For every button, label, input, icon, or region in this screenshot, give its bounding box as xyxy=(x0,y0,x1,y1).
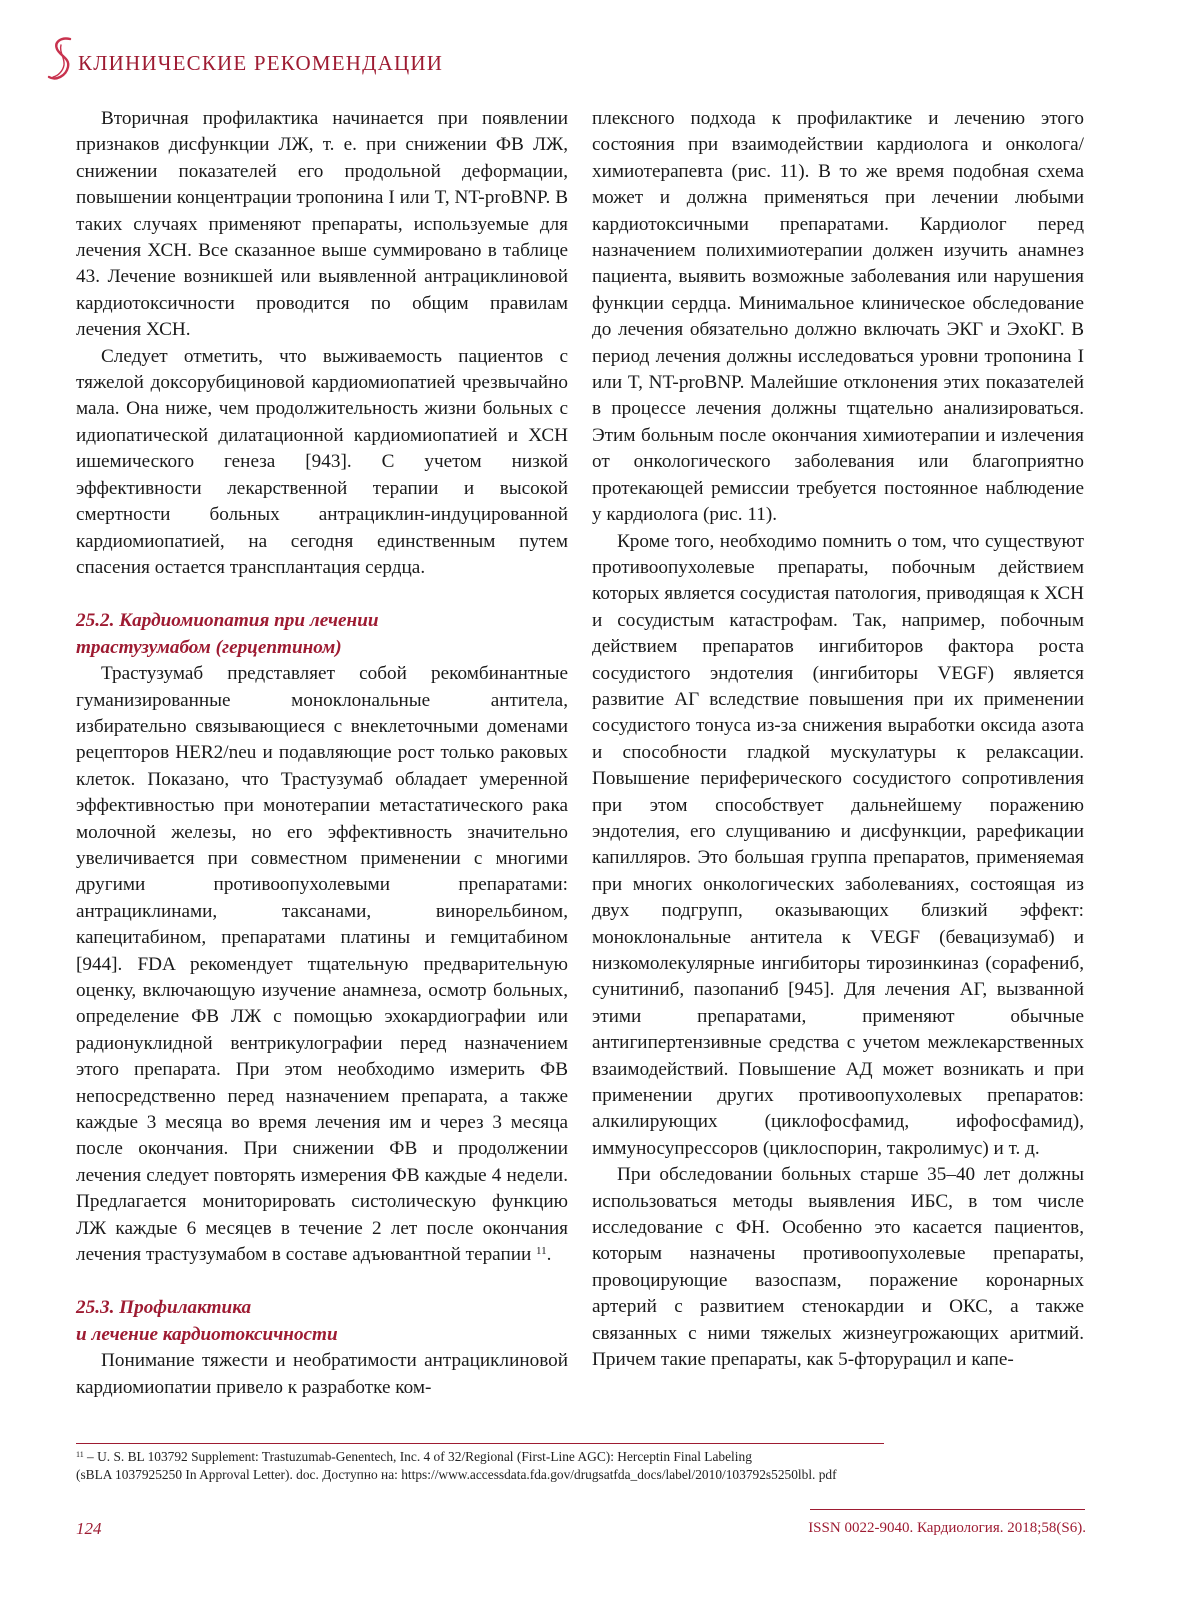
footnote-marker: 11 xyxy=(76,1450,84,1459)
journal-citation: ISSN 0022-9040. Кардиология. 2018;58(S6). xyxy=(808,1520,1086,1536)
paragraph-complex-approach: плексного подхода к профилактике и лечению этого состояния при взаимодействии кардиолога и онколога/химиотерапевта (рис. 11). В то же время подобная схема может и должна применяться при лечении любыми кардиотоксичными препаратами. Кардиолог перед назначением полихимиотерапии должен изучить анамнез пациента, выявить возможные заболевания или нарушения функции сердца. Минимальное клиническое обследование до лечения обязательно должно включать ЭКГ и ЭхоКГ. В период лечения должны исследоваться уровни тропонина I или T, NT-proBNP. Малейшие отклонения этих показателей в процессе лечения должны тщательно анализироваться. Этим больным после окончания химиотерапии и излечения от онкологического заболевания или благоприятно протекающей ремиссии требуется постоянное наблюдение у кардиолога (рис. 11). xyxy=(592,108,1084,526)
paragraph-secondary-prevention: Вторичная профилактика начинается при появлении признаков дисфункции ЛЖ, т. е. при снижении ФВ ЛЖ, снижении показателей его продольной деформации, повышении концентрации тропонина I или T, NT-proBNP. В таких случаях применяют препараты, используемые для лечения ХСН. Все сказанное выше суммировано в таблице 43. Лечение возникшей или выявленной антрациклиновой кардиотоксичности проводится по общим правилам лечения ХСН. xyxy=(76,108,568,341)
footnote xyxy=(76,1448,1116,1483)
journal-logo-icon xyxy=(46,36,76,84)
heading-25-2-line1: 25.2. Кардиомиопатия при лечении xyxy=(76,610,379,632)
paragraph-understanding: Понимание тяжести и необратимости антрациклиновой кардиомиопатии привело к разработке ком- xyxy=(76,1350,568,1398)
heading-25-2-line2: трастузумабом (герцептином) xyxy=(76,636,342,658)
footnote-line-1 xyxy=(76,1448,1116,1466)
section-title: КЛИНИЧЕСКИЕ РЕКОМЕНДАЦИИ xyxy=(78,51,444,75)
left-column xyxy=(76,106,568,1401)
heading-25-3-line2: и лечение кардиотоксичности xyxy=(76,1323,338,1345)
heading-25-3-line1: 25.3. Профилактика xyxy=(76,1297,252,1319)
footnote-divider xyxy=(76,1443,884,1444)
heading-25-2 xyxy=(76,608,568,661)
footnote-text-1: – U. S. BL 103792 Supplement: Trastuzumab-Genentech, Inc. 4 of 32/Regional (First-Line AGC): Herceptin Final Labeling xyxy=(83,1449,752,1464)
section-gap xyxy=(76,581,568,608)
paragraph-survival: Следует отметить, что выживаемость пациентов с тяжелой доксорубициновой кардиомиопатией чрезвычайно мала. Она ниже, чем продолжительность жизни больных с идиопатической дилатационной кардиомиопатией и ХСН ишемического генеза [943]. С учетом низкой эффективности лекарственной терапии и высокой смертности больных антрациклин-индуцированной кардиомиопатией, на сегодня единственным путем спасения остается трансплантация сердца. xyxy=(76,345,568,578)
section-gap xyxy=(76,1268,568,1295)
paragraph-ihd-screening: При обследовании больных старше 35–40 лет должны использоваться методы выявления ИБС, в том числе исследование с ФН. Особенно это касается пациентов, которым назначены противоопухолевые препараты, провоцирующие вазоспазм, поражение коронарных артерий с развитием стенокардии и ОКС, а также связанных с ними тяжелых жизнеугрожающих аритмий. Причем такие препараты, как 5-фторурацил и капе- xyxy=(592,1164,1084,1371)
paragraph-trastuzumab xyxy=(76,661,568,1268)
right-column xyxy=(592,106,1084,1374)
paragraph-trastuzumab-text: Трастузумаб представляет собой рекомбинантные гуманизированные моноклональные антитела, избирательно связывающиеся с внеклеточными доменами рецепторов HER2/neu и подавляющие рост только раковых клеток. Показано, что Трастузумаб обладает умеренной эффективностью при монотерапии метастатического рака молочной железы, но его эффективность значительно увеличивается при совместном применении с многими другими противоопухолевыми препаратами: антрациклинами, таксанами, винорельбином, капецитабином, препаратами платины и гемцитабином [944]. FDA рекомендует тщательную предварительную оценку, включающую изучение анамнеза, осмотр больных, определение ФВ ЛЖ с помощью эхокардиографии или радионуклидной вентрикулографии перед назначением этого препарата. При этом необходимо измерить ФВ непосредственно перед назначением препарата, а также каждые 3 месяца во время лечения им и через 3 месяца после окончания. При снижении ФВ и продолжении лечения следует повторять измерения ФВ каждые 4 недели. Предлагается мониторировать систолическую функцию ЛЖ каждые 6 месяцев в течение 2 лет после окончания лечения трастузумабом в составе адъювантной терапии xyxy=(76,663,568,1266)
page-number: 124 xyxy=(76,1519,102,1538)
paragraph-vascular-pathology: Кроме того, необходимо помнить о том, что существуют противоопухолевые препараты, побочным действием которых является сосудистая патология, приводящая к ХСН и сосудистым катастрофам. Так, например, побочным действием препаратов ингибиторов фактора роста сосудистого эндотелия (ингибиторы VEGF) является развитие АГ вследствие повышения при их применении сосудистого тонуса из-за снижения выработки оксида азота и способности гладкой мускулатуры к релаксации. Повышение периферического сосудистого сопротивления при этом способствует дальнейшему поражению эндотелия, его слущиванию и дисфункции, рарефикации капилляров. Это большая группа препаратов, применяемая при многих онкологических заболеваниях, состоящая из двух подгрупп, оказывающих близкий эффект: моноклональные антитела к VEGF (бевацизумаб) и низкомолекулярные ингибиторы тирозинкиназ (сорафениб, сунитиниб, пазопаниб [945]. Для лечения АГ, вызванной этими препаратами, применяют обычные антигипертензивные средства с учетом межлекарственных взаимодействий. Повышение АД может возникать и при применении других противоопухолевых препаратов: алкилирующих (циклофосфамид, ифофосфамид), иммуносупрессоров (циклоспорин, такролимус) и т. д. xyxy=(592,530,1084,1159)
footer-divider xyxy=(810,1509,1085,1510)
heading-25-3 xyxy=(76,1295,568,1348)
footnote-reference[interactable]: 11 xyxy=(536,1245,547,1258)
footnote-line-2[interactable]: (sBLA 1037925250 In Approval Letter). doc. Доступно на: https://www.accessdata.fda.gov/drugsatfda_docs/label/2010/103792s5250lbl. pdf xyxy=(76,1466,837,1482)
paragraph-trastuzumab-end: . xyxy=(546,1244,552,1266)
